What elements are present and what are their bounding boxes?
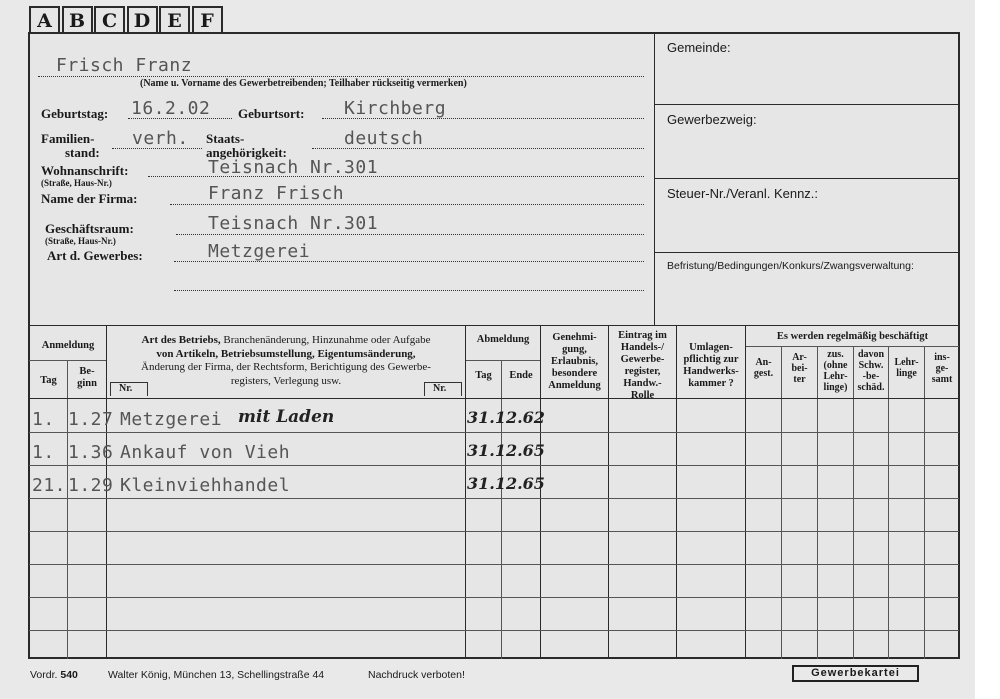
header-line: -be- [862,371,880,382]
dotted-line [112,148,202,149]
wohnanschrift-value: Teisnach Nr.301 [208,157,379,178]
header-line: Handw.- [623,378,662,389]
dotted-line [128,118,232,119]
subcol-header [782,352,817,385]
abmeldung-header: Abmeldung [476,334,530,345]
header-line: Eintrag im [618,330,667,341]
entry-art-handwritten: mit Laden [238,407,335,427]
entry-ende: 31.12.65 [467,474,545,493]
befristung-label: Befristung/Bedingungen/Konkurs/Zwangsverwaltung: [667,260,914,272]
divider [655,104,959,105]
row-line [29,564,959,565]
gewerbe-label: Art d. Gewerbes: [47,248,143,263]
header-line: Ar- [792,352,807,363]
header-line: Erlaubnis, [551,356,598,367]
col-line [924,346,925,659]
geburtsort-label: Geburtsort: [238,106,305,121]
label-line: Staats- [206,131,245,146]
geschaeftsraum-sub: (Straße, Haus-Nr.) [45,236,116,246]
gewerbe-value: Metzgerei [208,241,311,262]
right-panel-divider [654,33,655,325]
geschaeftsraum-label: Geschäftsraum: [45,221,134,236]
nachdruck-notice: Nachdruck verboten! [368,669,465,681]
divider [29,398,959,399]
row-line [29,531,959,532]
geburtstag-value: 16.2.02 [131,98,211,119]
publisher: Walter König, München 13, Schellingstraße 44 [108,669,325,681]
header-line: register, [624,366,661,377]
header-line: gest. [753,368,774,379]
vordr-label [30,669,78,681]
header-line: ter [793,374,806,385]
entry-tag: 1. [32,442,55,463]
ab-tag-header: Tag [475,370,492,381]
subcol-header [746,357,781,379]
geburtsort-value: Kirchberg [344,98,447,119]
dotted-line [38,76,644,77]
vordr-text: Vordr. [30,669,58,681]
header-line: Rolle [630,390,655,401]
divider [655,178,959,179]
divider [746,346,959,347]
dotted-line [176,234,644,235]
header-line: (ohne [823,360,848,371]
dotted-line [312,148,644,149]
col-line [67,360,68,659]
header-line: gung, [562,344,587,355]
tab-b: B [62,6,93,32]
tab-f: F [192,6,223,32]
header-line: An- [755,357,772,368]
header-line: Umlagen- [689,342,733,353]
subcol-header [925,352,959,385]
genehmigung-header [541,332,608,392]
tab-a: A [29,6,60,32]
header-line: registers, Verlegung usw. [230,374,342,387]
entry-art: Metzgerei [120,409,223,430]
owner-caption: (Name u. Vorname des Gewerbetreibenden; Teilhaber rückseitig vermerken) [140,78,467,89]
divider [655,252,959,253]
vordr-number: 540 [60,669,78,681]
nr-box-right: Nr. [424,382,462,396]
tab-d: D [127,6,158,32]
entry-art: Ankauf von Vieh [120,442,291,463]
header-line: Lehr- [894,357,919,368]
dotted-line [170,204,644,205]
header-line: linge) [823,382,848,393]
header-line: ge- [935,363,949,374]
header-line: davon [857,349,885,360]
entry-ende: 31.12.65 [467,441,545,460]
steuer-nr-label: Steuer-Nr./Veranl. Kennz.: [667,186,819,201]
label-line: angehörigkeit: [206,145,287,160]
header-line: bei- [791,363,808,374]
row-line [29,498,959,499]
header-line: Anmeldung [548,380,601,391]
header-line: Be- [79,366,95,377]
header-line: Branchenänderung, Hinzunahme oder Aufgabe [220,334,431,346]
header-line: zus. [827,349,844,360]
col-line [781,346,782,659]
dotted-line [148,176,644,177]
ab-ende-header: Ende [509,370,533,381]
header-line: Schw. [858,360,884,371]
header-line: ins- [934,352,950,363]
staatsangehoerigkeit-label [206,132,287,160]
subcol-header [854,349,888,393]
gewerbezweig-label: Gewerbezweig: [667,112,757,127]
firma-label: Name der Firma: [41,191,138,206]
header-line: Änderung der Firma, der Rechtsform, Berichtigung des Gewerbe- [141,361,431,373]
tab-e: E [159,6,190,32]
row-line [29,630,959,631]
dotted-line [322,118,644,119]
header-line: samt [931,374,953,385]
entry-beginn: 1.27 [68,409,114,430]
geburtstag-label: Geburtstag: [41,106,109,121]
divider [466,360,540,361]
anmeldung-header: Anmeldung [41,340,95,351]
header-line: Lehr- [823,371,848,382]
wohnanschrift-label: Wohnanschrift: [41,163,129,178]
header-line: Handels-/ [620,342,665,353]
col-line [501,360,502,659]
entry-tag: 1. [32,409,55,430]
subcol-header [818,349,853,393]
header-line: kammer ? [688,378,734,389]
entry-tag: 21. [32,475,67,496]
beschaeftigt-header: Es werden regelmäßig beschäftigt [776,331,929,342]
row-line [29,597,959,598]
label-line: Familien- [41,131,95,146]
geschaeftsraum-value: Teisnach Nr.301 [208,213,379,234]
header-line: ginn [77,378,97,389]
art-des-betriebs-header [108,334,464,388]
entry-beginn: 1.29 [68,475,114,496]
row-line [29,465,959,466]
eintrag-header [609,330,676,402]
entry-art: Kleinviehhandel [120,475,291,496]
row-line [29,432,959,433]
divider [29,325,959,326]
firma-value: Franz Frisch [208,183,345,204]
subcol-header [889,357,924,379]
header-line: Handwerks- [683,366,739,377]
beginn-header [68,366,106,390]
header-bold: Art des Betriebs, [141,334,221,346]
header-line: von Artikeln, Betriebsumstellung, Eigentumsänderung, [156,347,416,360]
header-line: schäd. [857,382,885,393]
tag-header: Tag [40,375,57,386]
owner-name: Frisch Franz [56,55,193,76]
label-line: stand: [65,145,100,160]
dotted-line [174,290,644,291]
entry-ende: 31.12.62 [467,408,545,427]
header-line: linge [896,368,917,379]
entry-beginn: 1.36 [68,442,114,463]
header-line: Gewerbe- [620,354,665,365]
dotted-line [174,261,644,262]
header-line: besondere [551,368,598,379]
nr-box-left: Nr. [110,382,148,396]
familienstand-value: verh. [132,128,189,149]
header-line: pflichtig zur [683,354,739,365]
divider [29,360,106,361]
gewerbekartei-title: Gewerbekartei [792,665,919,682]
umlage-header [677,342,745,390]
gemeinde-label: Gemeinde: [667,40,731,55]
wohnanschrift-sub: (Straße, Haus-Nr.) [41,178,112,188]
col-line [888,346,889,659]
staatsangehoerigkeit-value: deutsch [344,128,424,149]
header-line: Genehmi- [552,332,597,343]
tab-c: C [94,6,125,32]
familienstand-label [41,132,100,160]
